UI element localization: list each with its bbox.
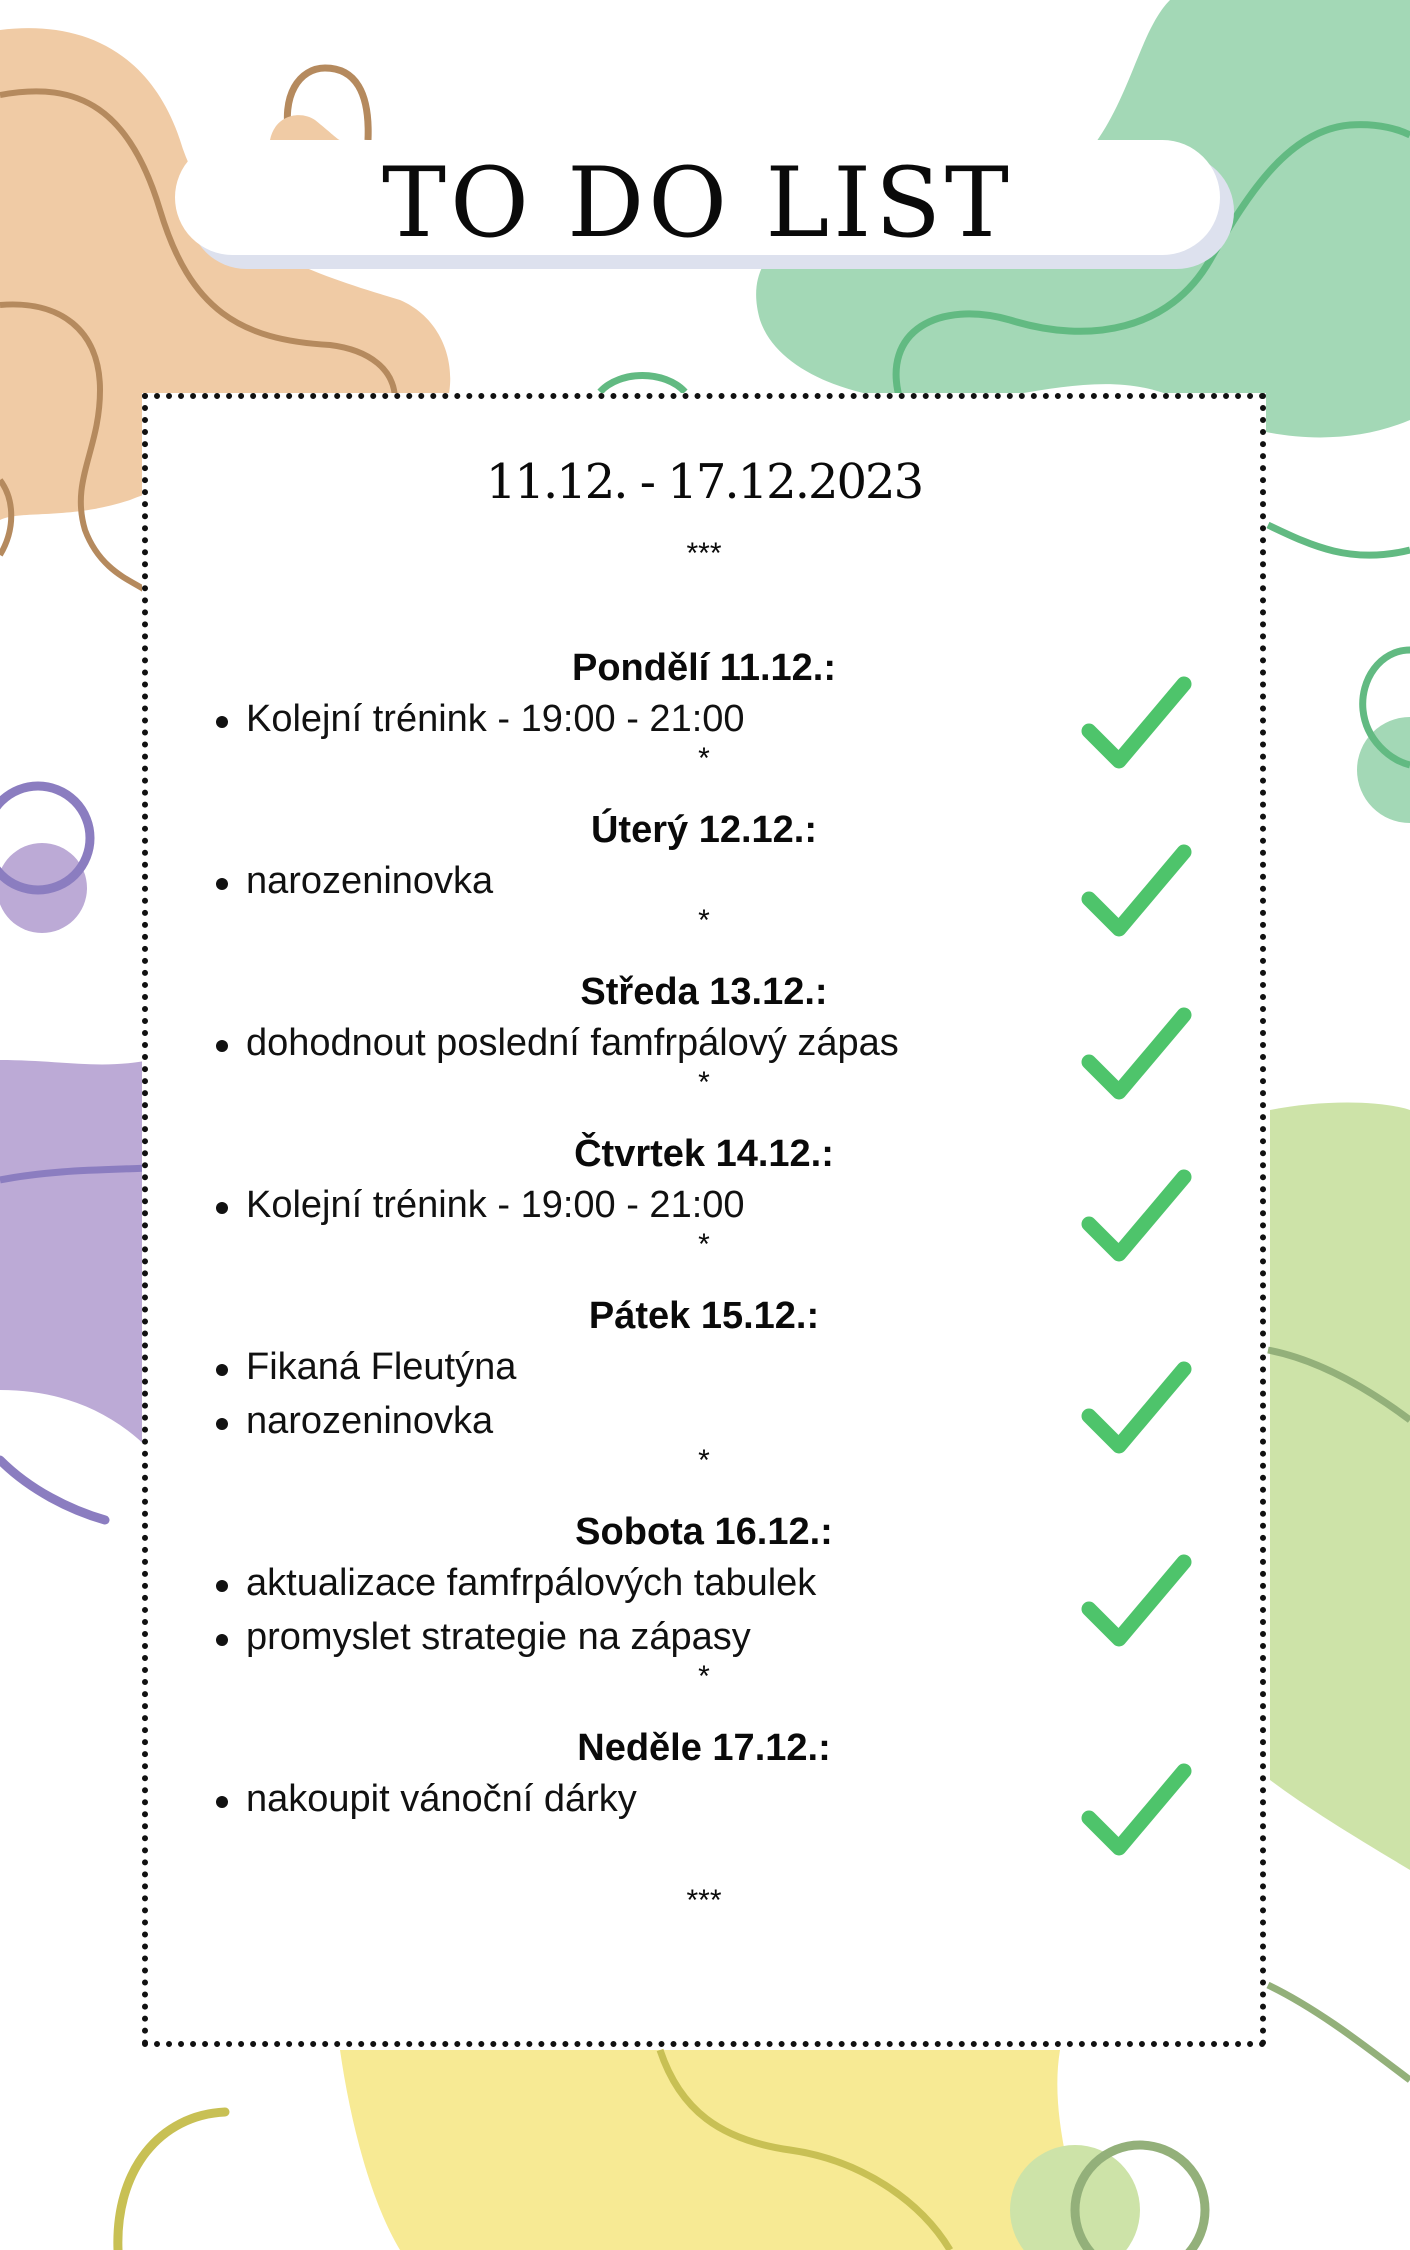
checkmark-icon: [1079, 1162, 1194, 1267]
task-item: nakoupit vánoční dárky: [148, 1772, 1260, 1826]
day-title: Středa 13.12.:: [580, 971, 828, 1013]
yellow-blob: [340, 2050, 1090, 2250]
day-title: Neděle 17.12.:: [577, 1727, 831, 1769]
task-item: narozeninovka: [148, 1394, 1260, 1448]
separator: *: [698, 904, 710, 937]
separator: *: [698, 1660, 710, 1693]
separator: *: [698, 742, 710, 775]
checkmark-icon: [1079, 669, 1194, 774]
task-item: aktualizace famfrpálových tabulek: [148, 1556, 1260, 1610]
yellow-arc: [118, 2112, 225, 2250]
lavender-blob: [0, 1060, 150, 1450]
task-item: promyslet strategie na zápasy: [148, 1610, 1260, 1664]
checkmark-icon: [1079, 1354, 1194, 1459]
day-title: Úterý 12.12.:: [590, 809, 817, 851]
title-banner: [175, 140, 1220, 259]
checkmark-icon: [1079, 1000, 1194, 1105]
task-item: Fikaná Fleutýna: [148, 1340, 1260, 1394]
task-item: narozeninovka: [148, 854, 1260, 908]
todo-card: [142, 393, 1266, 2047]
lime-blob: [1270, 1103, 1410, 1871]
stars-divider-top: ***: [686, 537, 722, 570]
peach-small-blob: [270, 115, 340, 140]
lime-line-2: [1268, 1985, 1410, 2080]
task-item: Kolejní trénink - 19:00 - 21:00: [148, 692, 1260, 746]
task-item: dohodnout poslední famfrpálový zápas: [148, 1016, 1260, 1070]
mint-line-right: [1268, 525, 1410, 555]
checkmark-icon: [1079, 1547, 1194, 1652]
separator: *: [698, 1228, 710, 1261]
separator: *: [698, 1066, 710, 1099]
day-title: Čtvrtek 14.12.:: [574, 1133, 834, 1175]
lavender-line-2: [0, 1460, 105, 1520]
page-title: TO DO LIST: [382, 146, 1013, 259]
checkmark-icon: [1079, 1756, 1194, 1861]
mint-arc: [600, 376, 685, 393]
checkmark-icon: [1079, 837, 1194, 942]
day-title: Pondělí 11.12.:: [572, 647, 836, 689]
day-title: Pátek 15.12.:: [588, 1295, 820, 1337]
separator: *: [698, 1444, 710, 1477]
stars-divider-bottom: ***: [686, 1884, 722, 1917]
date-range: 11.12. - 17.12.2023: [485, 454, 923, 510]
day-title: Sobota 16.12.:: [575, 1511, 833, 1553]
task-item: Kolejní trénink - 19:00 - 21:00: [148, 1178, 1260, 1232]
mint-circle-right: [1357, 717, 1410, 823]
